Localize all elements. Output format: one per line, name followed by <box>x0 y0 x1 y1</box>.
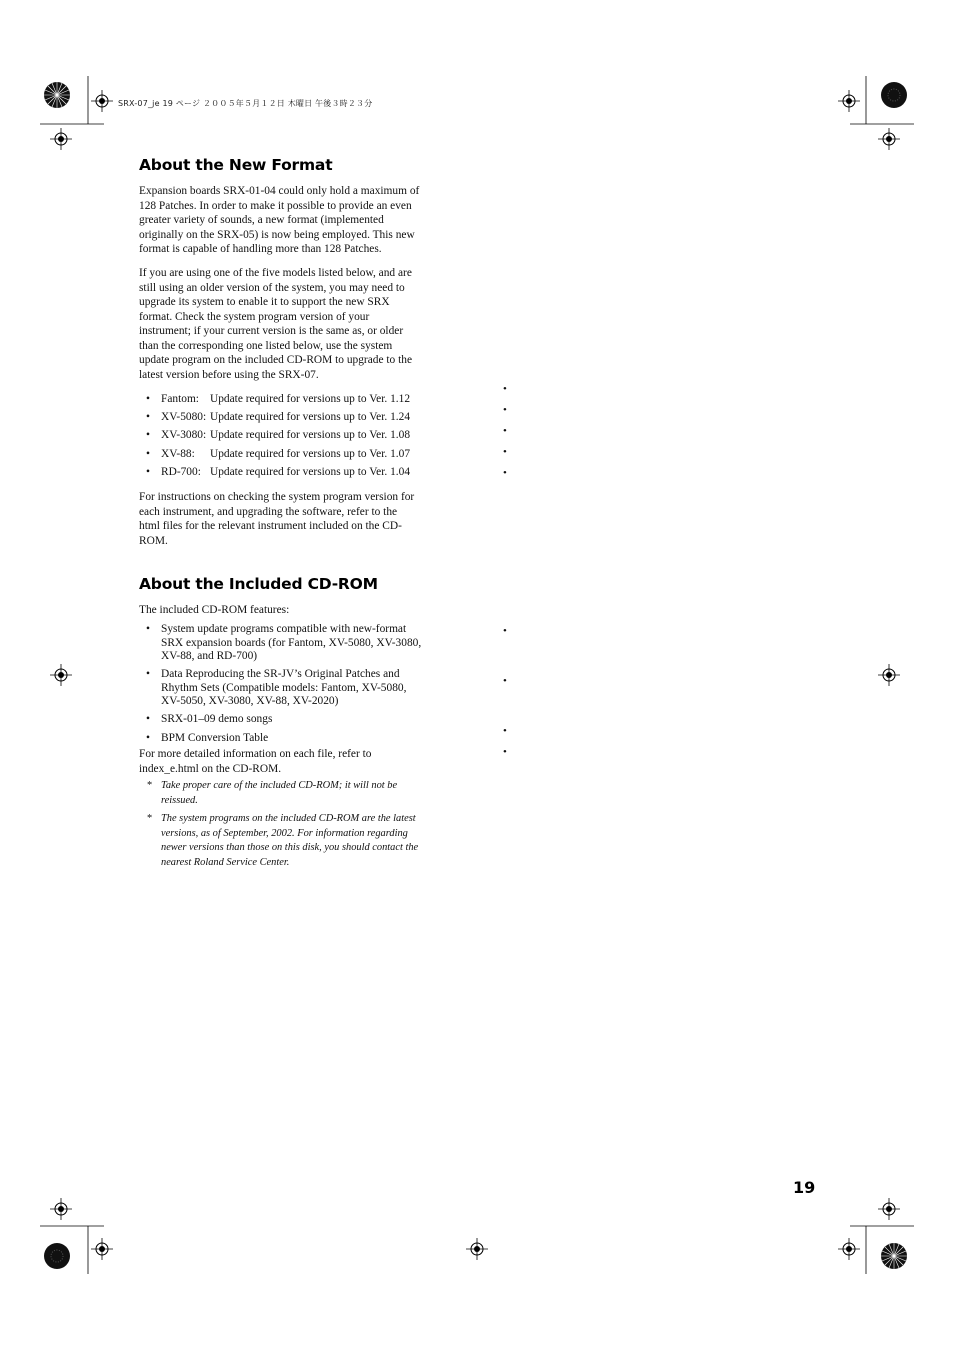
cd-rom-intro: The included CD-ROM features: <box>139 604 290 616</box>
paragraph-checking-version: For instructions on checking the system program version for each instrument, and upgrading the software, refer to the html files for the relevant instrument included on the CD- ROM. <box>139 491 415 547</box>
crosshair-target-icon <box>91 1238 113 1260</box>
cd-rom-feature-list <box>139 623 459 745</box>
right-column-bullet: • <box>503 404 507 416</box>
right-column-bullet: • <box>503 746 507 758</box>
list-item: • System update programs compatible with new-format SRX expansion boards (for Fantom, XV-5080, XV-3080, XV-88, and RD-700) <box>146 623 422 662</box>
crosshair-target-icon <box>878 664 900 686</box>
section-heading-cd-rom: About the Included CD-ROM <box>139 575 378 593</box>
crosshair-target-icon <box>838 1238 860 1260</box>
list-item: • XV-5080: Update required for versions up to Ver. 1.24 <box>146 411 411 424</box>
list-item: • Data Reproducing the SR-JV’s Original Patches and Rhythm Sets (Compatible models: Fantom, XV-5080, XV-5050, XV-3080, XV-88, XV-2020) <box>146 668 407 707</box>
crosshair-target-icon <box>50 128 72 150</box>
right-column-bullet: • <box>503 625 507 637</box>
right-column-bullet: • <box>503 383 507 395</box>
paragraph-upgrade-instructions: If you are using one of the five models listed below, and are still using an older version of the system, you may need to upgrade its system to enable it to support the new SRX format. Check the system program version of your instrument; if your current version is the same as, or older than the corresponding one listed below, use the system update program on the included CD-ROM to upgrade to the latest version before using the SRX-07. <box>139 267 412 381</box>
list-item: • RD-700: Update required for versions up to Ver. 1.04 <box>146 465 411 478</box>
list-item: • XV-3080: Update required for versions up to Ver. 1.08 <box>146 429 411 442</box>
list-item: • XV-88: Update required for versions up to Ver. 1.07 <box>146 447 411 460</box>
dotted-target-icon <box>43 1242 71 1270</box>
crosshair-target-icon <box>50 1198 72 1220</box>
crosshair-target-icon <box>466 1238 488 1260</box>
list-item: • BPM Conversion Table <box>146 731 269 744</box>
crosshair-target-icon <box>50 664 72 686</box>
crosshair-target-icon <box>878 128 900 150</box>
section-heading-new-format: About the New Format <box>139 156 333 174</box>
list-item: • Fantom: Update required for versions up to Ver. 1.12 <box>146 393 411 405</box>
crosshair-target-icon <box>91 90 113 112</box>
paragraph-new-format-intro: Expansion boards SRX-01-04 could only hold a maximum of 128 Patches. In order to make it possible to provide an even greater variety of sounds, a new format (implemented originally on the SRX-05) is now being employed. This new format is capable of handling more than 128 Patches. <box>139 185 420 255</box>
crosshair-target-icon <box>878 1198 900 1220</box>
right-column-bullet: • <box>503 675 507 687</box>
right-column-bullet: • <box>503 725 507 737</box>
dotted-target-icon <box>880 81 908 109</box>
sunburst-target-icon <box>880 1242 908 1270</box>
right-column-bullet: • <box>503 425 507 437</box>
paragraph-more-info: For more detailed information on each file, refer to index_e.html on the CD-ROM. <box>139 748 372 775</box>
print-info-header: SRX-07_je 19 ページ ２００５年５月１２日 木曜日 午後３時２３分 <box>118 99 373 108</box>
note-system-program-versions: * The system programs on the included CD-ROM are the latest versions, as of September, 2002. For information regarding newer versions than those on this disk, you should contact the nearest Roland Service Center. <box>147 813 419 868</box>
right-column-bullet: • <box>503 467 507 479</box>
model-update-list <box>139 393 459 479</box>
page-number: 19 <box>793 1178 816 1197</box>
crosshair-target-icon <box>838 90 860 112</box>
list-item: • SRX-01–09 demo songs <box>146 713 273 725</box>
right-column-bullet: • <box>503 446 507 458</box>
note-cd-rom-care: * Take proper care of the included CD-ROM; it will not be reissued. <box>147 780 398 806</box>
sunburst-target-icon <box>43 81 71 109</box>
